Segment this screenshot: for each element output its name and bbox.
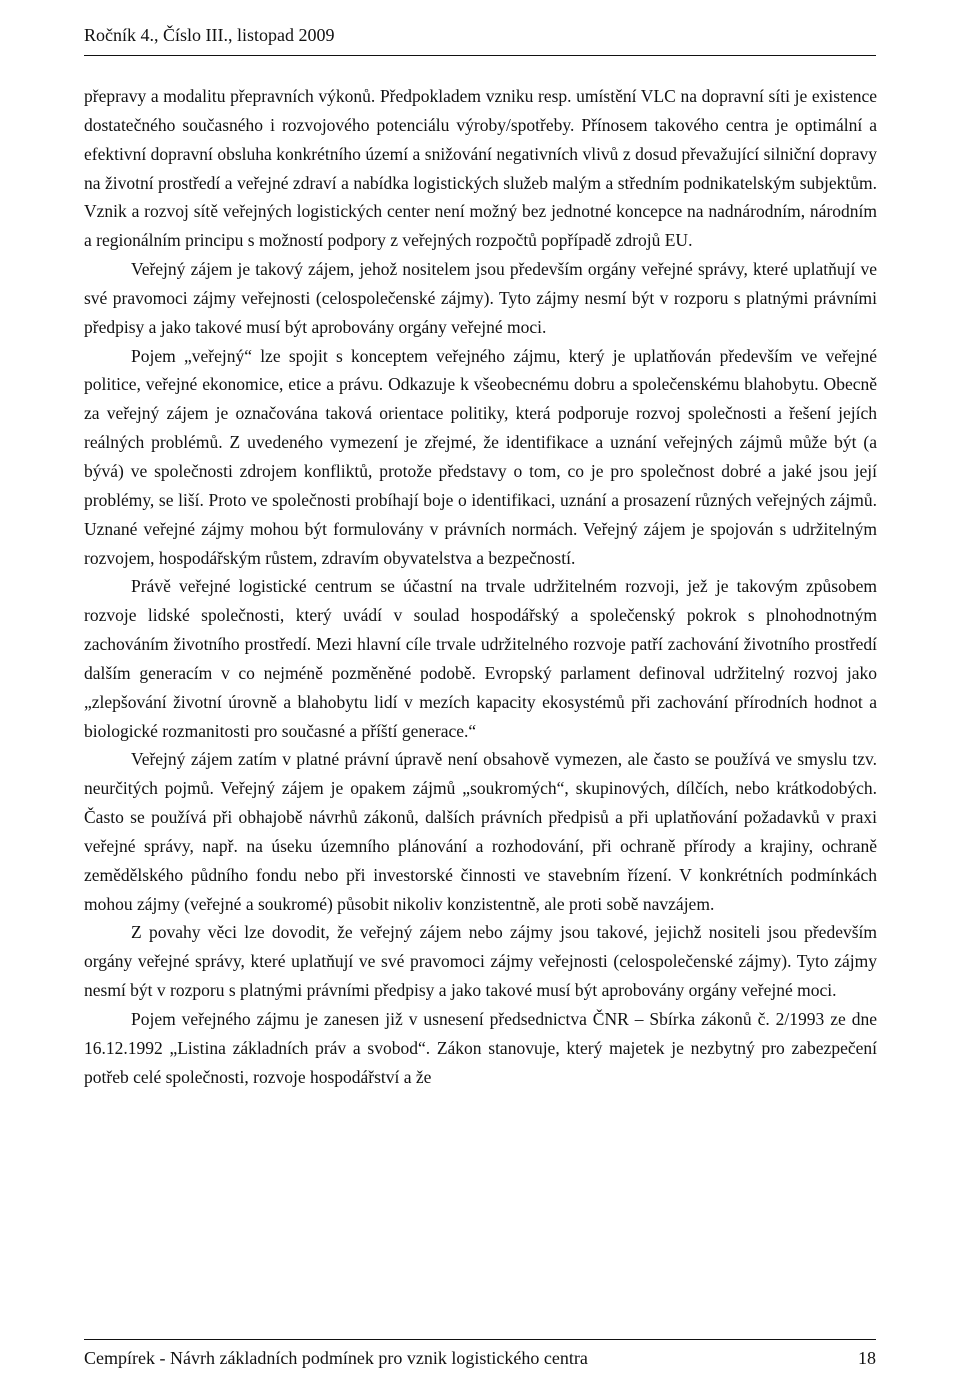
- article-body: [84, 82, 877, 1092]
- paragraph-continuation: přepravy a modalitu přepravních výkonů. Předpokladem vzniku resp. umístění VLC na dopravní síti je existence dostatečného současného i rozvojového potenciálu výroby/spotřeby. Přínosem takového centra je optimální a efektivní dopravní obsluha konkrétního území a snižování negativních vlivů z dosud převažující silniční dopravy na životní prostředí a veřejné zdraví a nabídka logistických služeb malým a středním podnikatelským subjektům. Vznik a rozvoj sítě veřejných logistických center není možný bez jednotné koncepce na nadnárodním, národním a regionálním principu s možností podpory z veřejných rozpočtů popřípadě zdrojů EU.: [84, 86, 877, 251]
- header-divider: [84, 55, 876, 56]
- footer-divider: [84, 1339, 876, 1340]
- paragraph-public-interest-definition: Veřejný zájem je takový zájem, jehož nositelem jsou především orgány veřejné správy, které uplatňují ve své pravomoci zájmy veřejnosti (celospolečenské zájmy). Tyto zájmy nesmí být v rozporu s platnými právními předpisy a jako takové musí být aprobovány orgány veřejné moci.: [84, 259, 877, 337]
- paragraph-public-concept: Pojem „veřejný“ lze spojit s konceptem veřejného zájmu, který je uplatňován především ve veřejné politice, veřejné ekonomice, etice a právu. Odkazuje k všeobecnému dobru a společenskému blahobytu. Obecně za veřejný zájem je označována taková orientace politiky, která podporuje rozvoj společnosti a řešení jejích reálných problémů. Z uvedeného vymezení je zřejmé, že identifikace a uznání veřejných zájmů může být (a bývá) ve společnosti zdrojem konfliktů, protože představy o tom, co je pro společnost dobré a jaké jsou její problémy, se liší. Proto ve společnosti probíhají boje o identifikaci, uznání a prosazení různých veřejných zájmů. Uznané veřejné zájmy mohou být formulovány v právních normách. Veřejný zájem je spojován s udržitelným rozvojem, hospodářským růstem, zdravím obyvatelstva a bezpečností.: [84, 345, 877, 568]
- paragraph-bearers-of-interest: Z povahy věci lze dovodit, že veřejný zájem nebo zájmy jsou takové, jejichž nositeli jsou především orgány veřejné správy, které uplatňují ve své pravomoci zájmy veřejnosti (celospolečenské zájmy). Tyto zájmy nesmí být v rozporu s platnými právními předpisy a jako takové musí být aprobovány orgány veřejné moci.: [84, 922, 877, 1001]
- paragraph-charter-reference: Pojem veřejného zájmu je zanesen již v usnesení předsednictva ČNR – Sbírka zákonů č. 2/1993 ze dne 16.12.1992 „Listina základních práv a svobod“. Zákon stanovuje, který majetek je nezbytný pro zabezpečení potřeb celé společnosti, rozvoje hospodářství a že: [84, 1009, 877, 1087]
- page-number: 18: [858, 1348, 876, 1368]
- paragraph-sustainable-development: Právě veřejné logistické centrum se účastní na trvale udržitelném rozvoji, jež je takovým způsobem rozvoje lidské společnosti, který uvádí v soulad hospodářský a společenský pokrok s plnohodnotným zachováním životního prostředí. Mezi hlavní cíle trvale udržitelného rozvoje patří zachování životního prostředí dalším generacím v co nejméně pozměněné podobě. Evropský parlament definoval udržitelný rozvoj jako „zlepšování životní úrovně a blahobytu lidí v mezích kapacity ekosystémů při zachování přírodních hodnot a biologické rozmanitosti pro současné a příští generace.“: [84, 576, 877, 741]
- running-footer-title: Cempírek - Návrh základních podmínek pro vznik logistického centra: [84, 1348, 588, 1368]
- paragraph-legal-status: Veřejný zájem zatím v platné právní úpravě není obsahově vymezen, ale často se používá ve smyslu tzv. neurčitých pojmů. Veřejný zájem je opakem zájmů „soukromých“, skupinových, dílčích, nebo krátkodobých. Často se používá při obhajobě návrhů zákonů, dalších právních předpisů a při uplatňování požadavků v praxi veřejné správy, např. na úseku územního plánování a rozhodování, při ochraně přírody a krajiny, ochraně zemědělského půdního fondu nebo při investorské činnosti ve stavebním řízení. V konkrétních podmínkách mohou zájmy (veřejné a soukromé) působit nikoliv konzistentně, ale proti sobě navzájem.: [84, 749, 877, 914]
- running-header: Ročník 4., Číslo III., listopad 2009: [84, 25, 335, 45]
